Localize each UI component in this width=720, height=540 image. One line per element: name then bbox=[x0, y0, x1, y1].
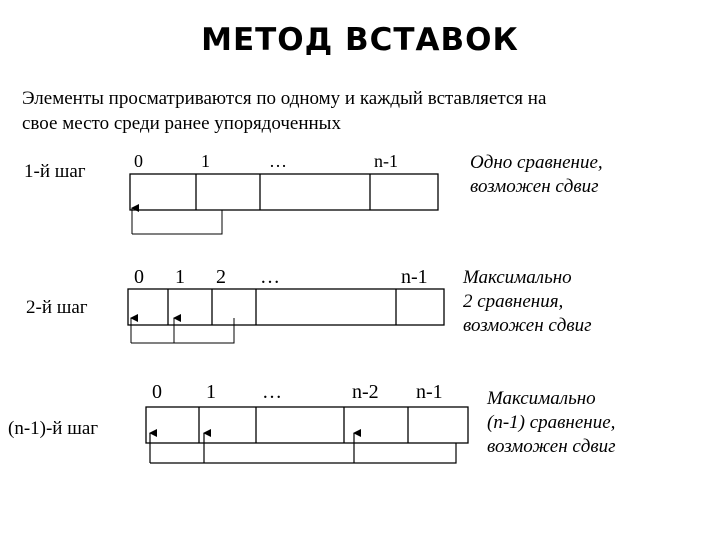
step-2-index: … bbox=[260, 266, 280, 288]
step-1-index: … bbox=[269, 151, 287, 171]
step-n-label: (n-1)-й шаг bbox=[8, 418, 99, 439]
connector-line bbox=[150, 443, 456, 463]
step-2-label: 2-й шаг bbox=[26, 297, 88, 318]
intro-line-1: Элементы просматриваются по одному и каждый вставляется на bbox=[22, 88, 547, 109]
step-1-index: n-1 bbox=[374, 151, 398, 171]
step-2-array bbox=[128, 289, 444, 325]
step-1-note-line: возможен сдвиг bbox=[470, 176, 599, 197]
step-n-note-line: (n-1) сравнение, bbox=[487, 412, 616, 433]
step-2-index: 2 bbox=[216, 266, 226, 288]
connector-line bbox=[131, 318, 234, 343]
step-n-index: … bbox=[262, 381, 282, 403]
step-2-connector bbox=[131, 318, 234, 343]
step-1-connector bbox=[132, 208, 222, 234]
step-n-note-line: Максимально bbox=[487, 388, 596, 409]
step-2-index: 0 bbox=[134, 266, 144, 288]
step-1-index: 1 bbox=[201, 151, 210, 171]
step-n-index: 1 bbox=[206, 381, 216, 403]
step-2-note-line: возможен сдвиг bbox=[463, 315, 592, 336]
step-2-index: 1 bbox=[175, 266, 185, 288]
step-2-index: n-1 bbox=[401, 266, 428, 288]
step-n-note-line: возможен сдвиг bbox=[487, 436, 616, 457]
array-box bbox=[130, 174, 438, 210]
step-1-array bbox=[130, 174, 438, 210]
step-1-label: 1-й шаг bbox=[24, 161, 86, 182]
page-title: МЕТОД ВСТАВОК bbox=[201, 22, 519, 58]
step-n-index: 0 bbox=[152, 381, 162, 403]
step-1-note-line: Одно сравнение, bbox=[470, 152, 603, 173]
step-n-array bbox=[146, 407, 468, 443]
step-1-index: 0 bbox=[134, 151, 143, 171]
step-2-note-line: 2 сравнения, bbox=[463, 291, 564, 312]
intro-line-2: свое место среди ранее упорядоченных bbox=[22, 113, 341, 134]
step-n-connector bbox=[150, 433, 456, 463]
array-box bbox=[146, 407, 468, 443]
step-2-note-line: Максимально bbox=[463, 267, 572, 288]
step-n-index: n-2 bbox=[352, 381, 379, 403]
connector-line bbox=[132, 210, 222, 234]
step-n-index: n-1 bbox=[416, 381, 443, 403]
